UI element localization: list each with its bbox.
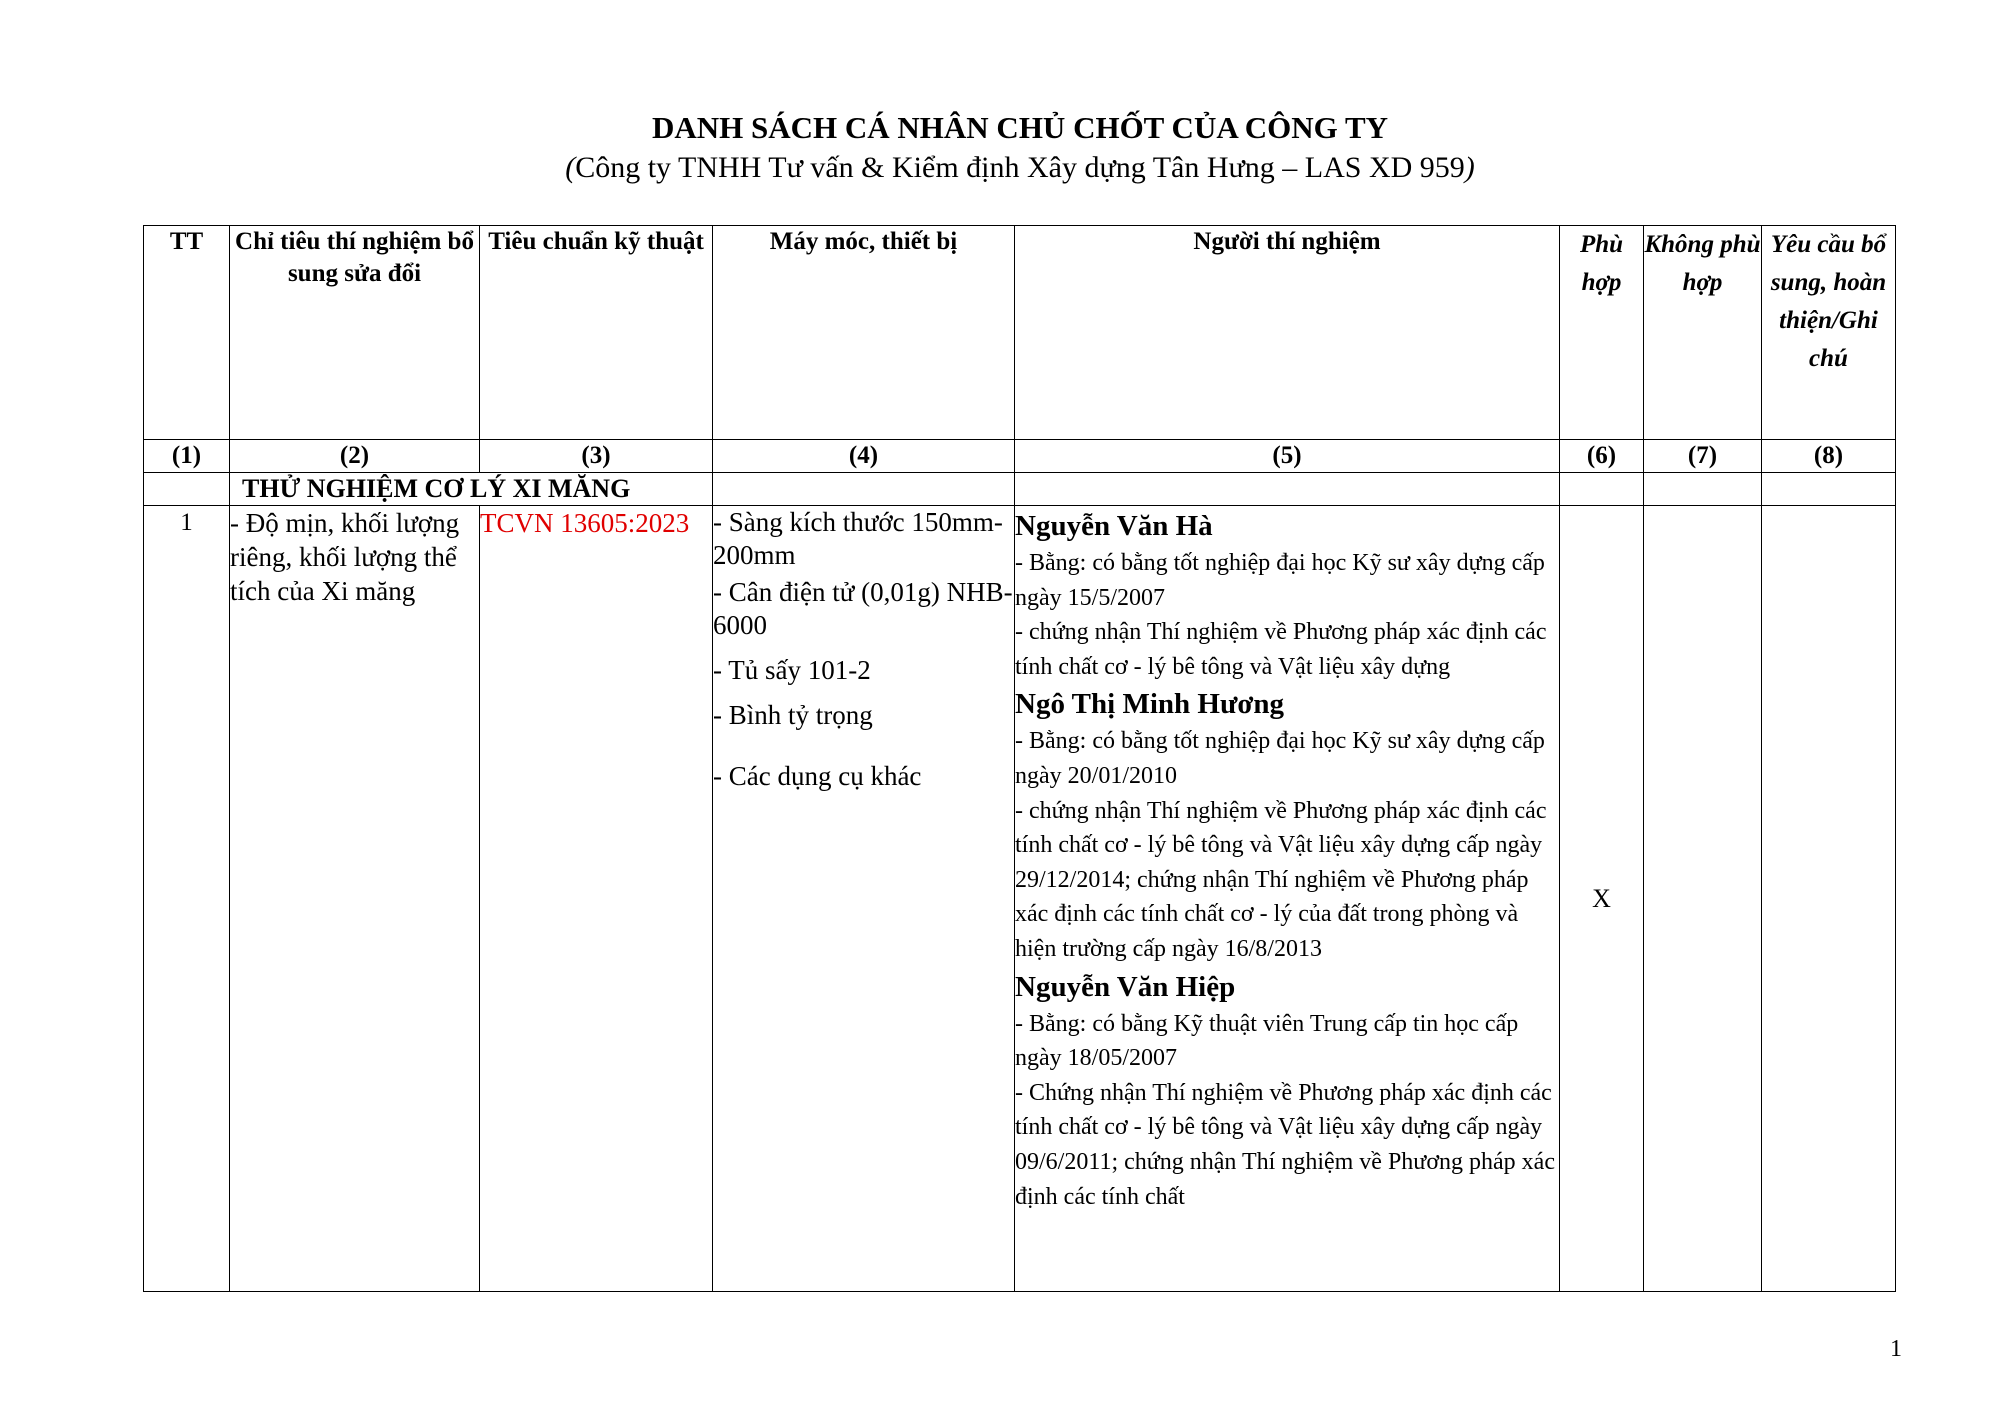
- person-qualification: - Bằng: có bằng tốt nghiệp đại học Kỹ sư xây dựng cấp ngày 20/01/2010: [1015, 728, 1545, 789]
- header-criteria: Chỉ tiêu thí nghiệm bổ sung sửa đổi: [230, 226, 480, 440]
- header-equipment: Máy móc, thiết bị: [713, 226, 1015, 440]
- subtitle-open-paren: (: [565, 151, 576, 184]
- equipment-item: - Sàng kích thước 150mm-200mm: [713, 507, 1003, 570]
- person-certificate: - Chứng nhận Thí nghiệm về Phương pháp xác định các tính chất cơ - lý bê tông và Vật liệu xây dựng cấp ngày 09/6/2011; chứng nhận Thí nghiệm về Phương pháp xác định các tính chất: [1015, 1079, 1555, 1210]
- column-number: (6): [1560, 440, 1644, 473]
- row-conform-mark: X: [1560, 506, 1644, 1292]
- section-row: [144, 473, 1896, 506]
- row-note: [1762, 506, 1896, 1292]
- page-number: 1: [1890, 1336, 1902, 1362]
- header-tt: TT: [144, 226, 230, 440]
- section-title: THỬ NGHIỆM CƠ LÝ XI MĂNG: [230, 473, 713, 506]
- document-subtitle: [0, 148, 2000, 188]
- equipment-item: - Tủ sấy 101-2: [713, 655, 871, 685]
- column-number: (4): [713, 440, 1015, 473]
- subtitle-text: Công ty TNHH Tư vấn & Kiểm định Xây dựng Tân Hưng – LAS XD 959: [575, 151, 1465, 184]
- table-row: [144, 506, 1896, 1292]
- header-standard: Tiêu chuẩn kỹ thuật: [480, 226, 713, 440]
- person-entry: [1015, 506, 1559, 684]
- column-number: (1): [144, 440, 230, 473]
- column-number: (5): [1015, 440, 1560, 473]
- row-testers: [1015, 506, 1560, 1292]
- equipment-item: - Các dụng cụ khác: [713, 761, 922, 791]
- document-title: DANH SÁCH CÁ NHÂN CHỦ CHỐT CỦA CÔNG TY: [651, 110, 1389, 145]
- equipment-item: - Cân điện tử (0,01g) NHB-6000: [713, 577, 1013, 640]
- personnel-table: [143, 225, 1896, 1292]
- person-entry: [1015, 967, 1559, 1215]
- row-equipment: [713, 506, 1015, 1292]
- row-standard: TCVN 13605:2023: [480, 506, 713, 1292]
- column-number: (3): [480, 440, 713, 473]
- header-not-conform: Không phù hợp: [1644, 226, 1762, 440]
- header-conform: Phù hợp: [1560, 226, 1644, 440]
- row-not-conform: [1644, 506, 1762, 1292]
- title-block: [0, 108, 2000, 188]
- column-number: (2): [230, 440, 480, 473]
- header-tester: Người thí nghiệm: [1015, 226, 1560, 440]
- section-empty-cell: [1015, 473, 1560, 506]
- person-certificate: - chứng nhận Thí nghiệm về Phương pháp xác định các tính chất cơ - lý bê tông và Vật liệu xây dựng: [1015, 619, 1547, 680]
- section-empty-cell: [1560, 473, 1644, 506]
- person-name: Nguyễn Văn Hà: [1015, 510, 1213, 542]
- equipment-item: - Bình tỷ trọng: [713, 700, 873, 730]
- row-tt: 1: [144, 506, 230, 1292]
- section-tt-cell: [144, 473, 230, 506]
- column-number: (8): [1762, 440, 1896, 473]
- person-qualification: - Bằng: có bằng Kỹ thuật viên Trung cấp tin học cấp ngày 18/05/2007: [1015, 1010, 1519, 1072]
- section-empty-cell: [1644, 473, 1762, 506]
- person-qualification: - Bằng: có bằng tốt nghiệp đại học Kỹ sư xây dựng cấp ngày 15/5/2007: [1015, 550, 1545, 611]
- column-number-row: [144, 440, 1896, 473]
- row-criteria: - Độ mịn, khối lượng riêng, khối lượng thể tích của Xi măng: [230, 506, 480, 1292]
- section-empty-cell: [713, 473, 1015, 506]
- subtitle-close-paren: ): [1464, 151, 1475, 184]
- person-name: Nguyễn Văn Hiệp: [1015, 970, 1236, 1003]
- person-name: Ngô Thị Minh Hương: [1015, 688, 1285, 721]
- column-number: (7): [1644, 440, 1762, 473]
- header-row: [144, 226, 1896, 440]
- section-empty-cell: [1762, 473, 1896, 506]
- person-certificate: - chứng nhận Thí nghiệm về Phương pháp xác định các tính chất cơ - lý bê tông và Vật liệu xây dựng cấp ngày 29/12/2014; chứng nhận Thí nghiệm về Phương pháp xác định các tính chất cơ - lý của đất trong phòng và hiện trường cấp ngày 16/8/2013: [1015, 797, 1547, 962]
- header-note: Yêu cầu bổ sung, hoàn thiện/Ghi chú: [1762, 226, 1896, 440]
- person-entry: [1015, 684, 1559, 966]
